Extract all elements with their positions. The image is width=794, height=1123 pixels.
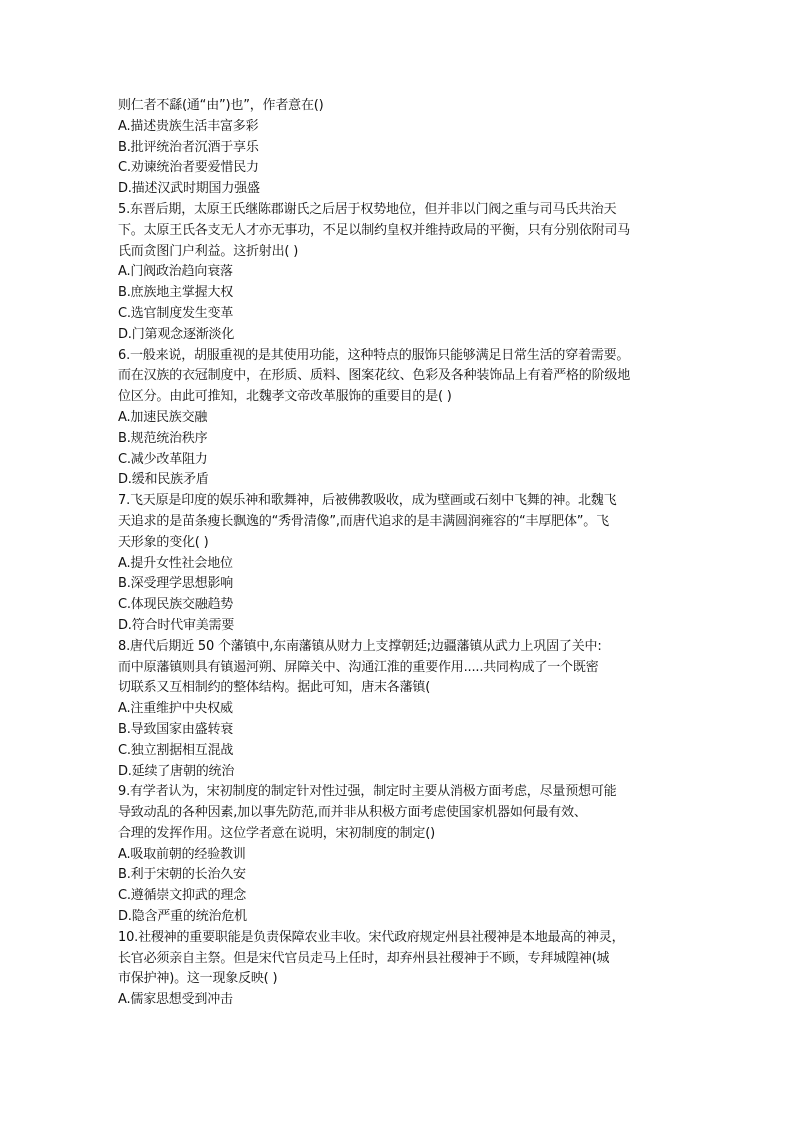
question-stem-line: 6.一般来说，胡服重视的是其使用功能，这种特点的服饰只能够满足日常生活的穿着需要。 (118, 347, 630, 363)
answer-option: C.选官制度发生变革 (118, 305, 234, 321)
answer-option: A.描述贵族生活丰富多彩 (118, 118, 259, 134)
question-stem-line: 合理的发挥作用。这位学者意在说明，宋初制度的制定() (118, 825, 435, 841)
question-stem-line: 则仁者不繇(通“由”)也”，作者意在() (118, 98, 324, 113)
answer-option: D.延续了唐朝的统治 (118, 763, 235, 779)
answer-option: B.庶族地主掌握大权 (118, 285, 234, 301)
answer-option: C.减少改革阻力 (118, 451, 208, 467)
question-stem-line: 天形象的变化( ) (118, 534, 209, 550)
question-stem-line: 长官必须亲自主祭。但是宋代官员走马上任时，却弃州县社稷神于不顾，专拜城隍神(城 (118, 950, 610, 966)
answer-option: D.描述汉武时期国力强盛 (118, 181, 260, 197)
exam-document (118, 96, 698, 1011)
answer-option: B.导致国家由盛转衰 (118, 721, 234, 737)
answer-option: B.深受理学思想影响 (118, 576, 234, 592)
question-stem-line: 位区分。由此可推知，北魏孝文帝改革服饰的重要目的是( ) (118, 389, 452, 405)
question-stem-line: 氏而贪图门户利益。这折射出( ) (118, 243, 299, 259)
answer-option: C.劝谏统治者要爱惜民力 (118, 160, 259, 176)
answer-option: B.规范统治秩序 (118, 430, 208, 446)
answer-option: B.利于宋朝的长治久安 (118, 867, 246, 883)
answer-option: D.缓和民族矛盾 (118, 472, 209, 488)
answer-option: D.隐含严重的统治危机 (118, 909, 247, 925)
question-stem-line: 切联系又互相制约的整体结构。据此可知，唐末各藩镇( (118, 680, 431, 696)
question-stem-line: 5.东晋后期，太原王氏继陈郡谢氏之后居于权势地位，但并非以门阀之重与司马氏共治天 (118, 201, 617, 217)
question-stem-line: 天追求的是苗条瘦长飘逸的“秀骨清像”,而唐代追求的是丰满圆润雍容的“丰厚肥体”。飞 (118, 513, 609, 529)
answer-option: C.独立割据相互混战 (118, 742, 234, 758)
question-stem-line: 9.有学者认为，宋初制度的制定针对性过强，制定时主要从消极方面考虑，尽量预想可能 (118, 784, 617, 800)
question-stem-line: 而在汉族的衣冠制度中，在形质、质料、图案花纹、色彩及各种装饰品上有着严格的阶级地 (118, 368, 631, 384)
answer-option: A.加速民族交融 (118, 409, 208, 425)
question-stem-line: 10.社稷神的重要职能是负责保障农业丰收。宋代政府规定州县社稷神是本地最高的神灵， (118, 929, 625, 945)
question-stem-line: 市保护神)。这一现象反映( ) (118, 971, 278, 987)
answer-option: C.遵循崇文抑武的理念 (118, 888, 247, 904)
answer-option: A.注重维护中央权威 (118, 701, 233, 717)
answer-option: A.提升女性社会地位 (118, 555, 233, 571)
answer-option: D.符合时代审美需要 (118, 617, 235, 633)
question-stem-line: 下。太原王氏各支无人才亦无事功，不足以制约皇权并维持政局的平衡，只有分别依附司马 (118, 222, 631, 238)
answer-option: A.门阀政治趋向衰落 (118, 264, 233, 280)
answer-option: A.儒家思想受到冲击 (118, 992, 233, 1008)
question-stem-line: 导致动乱的各种因素,加以事先防范,而并非从积极方面考虑使国家机器如何最有效、 (118, 805, 587, 821)
question-stem-line: 8.唐代后期近 50 个藩镇中,东南藩镇从财力上支撑朝廷;边疆藩镇从武力上巩固了关中: (118, 638, 602, 654)
question-stem-line: 而中原藩镇则具有镇遏河朔、屏障关中、沟通江淮的重要作用.....共同构成了一个既密 (118, 659, 599, 675)
answer-option: C.体现民族交融趋势 (118, 597, 234, 613)
answer-option: B.批评统治者沉酒于享乐 (118, 139, 259, 155)
answer-option: A.吸取前朝的经验教训 (118, 846, 246, 862)
question-stem-line: 7.飞天原是印度的娱乐神和歌舞神，后被佛教吸收，成为壁画或石刻中飞舞的神。北魏飞 (118, 493, 617, 509)
answer-option: D.门第观念逐渐淡化 (118, 326, 235, 342)
